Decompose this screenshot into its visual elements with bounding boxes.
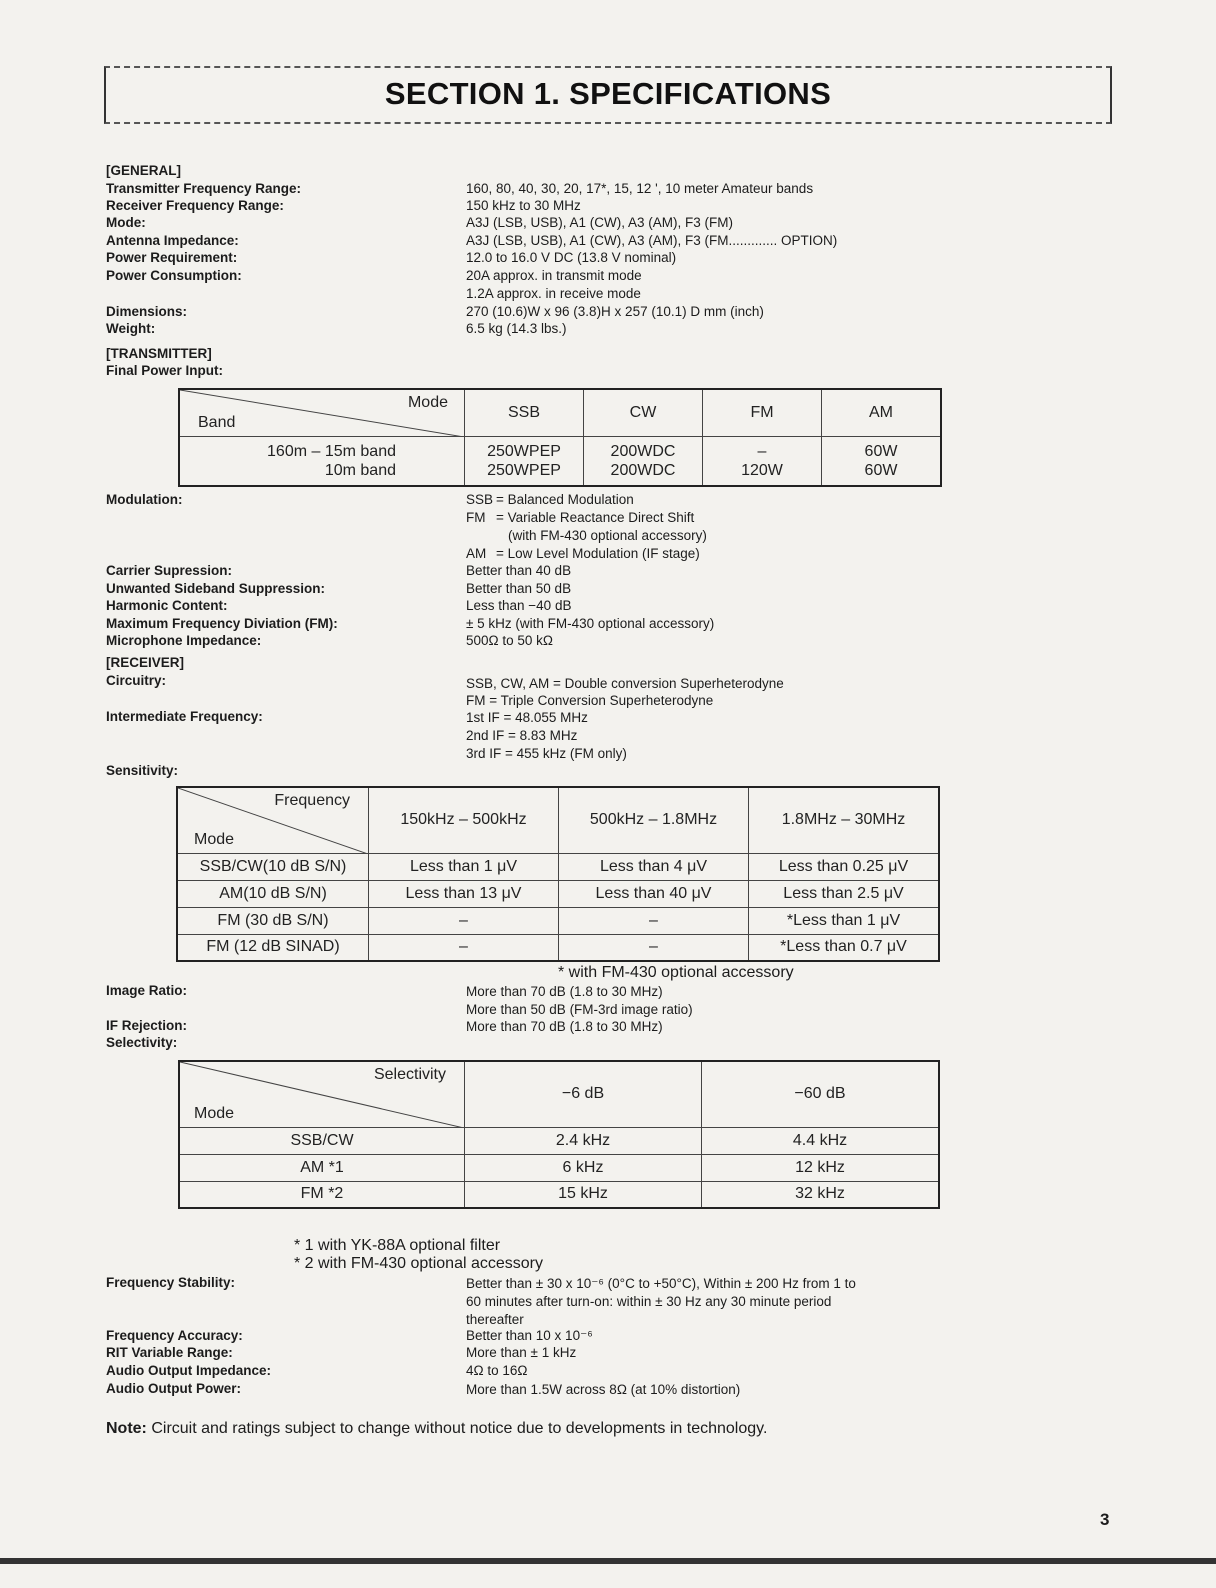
spec-value: 500Ω to 50 kΩ	[466, 633, 553, 648]
modulation-text: = Balanced Modulation	[496, 492, 634, 507]
table-row	[179, 1127, 939, 1154]
spec-value: 60 minutes after turn-on: within ± 30 Hz any 30 minute period	[466, 1294, 832, 1309]
table-cell: 200WDC	[610, 461, 676, 479]
spec-label: Image Ratio:	[106, 983, 188, 998]
table-cell: Less than 0.25 μV	[749, 853, 940, 880]
spec-value: 6.5 kg (14.3 lbs.)	[466, 321, 567, 336]
corner-bottom-label: Mode	[194, 1104, 235, 1122]
spec-label: Antenna Impedance:	[106, 233, 239, 248]
spec-value: 3rd IF = 455 kHz (FM only)	[466, 746, 627, 761]
spec-label: Microphone Impedance:	[106, 633, 262, 648]
table-corner-cell	[179, 1061, 465, 1127]
spec-value: A3J (LSB, USB), A1 (CW), A3 (AM), F3 (FM............. OPTION)	[466, 233, 838, 248]
row-header: FM *2	[179, 1181, 465, 1208]
table-cell: 60W	[864, 461, 898, 479]
table-cell: 4.4 kHz	[702, 1127, 940, 1154]
spec-value: 1st IF = 48.055 MHz	[466, 710, 588, 725]
table-cell: Less than 2.5 μV	[749, 880, 940, 907]
row-header: FM (12 dB SINAD)	[177, 934, 369, 961]
section-title: SECTION 1. SPECIFICATIONS	[384, 76, 832, 111]
modulation-text: = Variable Reactance Direct Shift	[496, 510, 695, 525]
sensitivity-footnote: * with FM-430 optional accessory	[558, 964, 794, 981]
row-header: SSB/CW	[179, 1127, 465, 1154]
column-header: CW	[584, 389, 703, 436]
spec-label: Power Requirement:	[106, 250, 238, 265]
final-power-table	[178, 388, 942, 487]
spec-value: 2nd IF = 8.83 MHz	[466, 728, 578, 743]
table-cell: 32 kHz	[702, 1181, 940, 1208]
modulation-key: FM	[466, 510, 486, 525]
page-number: 3	[1100, 1510, 1110, 1529]
corner-top-label: Selectivity	[373, 1066, 446, 1083]
spec-label: Power Consumption:	[106, 268, 242, 283]
table-cell: Less than 13 μV	[369, 880, 559, 907]
table-corner-cell	[179, 389, 465, 436]
footer-note	[106, 1420, 767, 1438]
spec-value: Better than 50 dB	[466, 581, 572, 596]
table-row	[179, 1181, 939, 1208]
spec-label: Unwanted Sideband Suppression:	[106, 581, 326, 596]
column-header: SSB	[465, 389, 584, 436]
spec-label: Circuitry:	[106, 673, 167, 688]
table-row	[177, 934, 939, 961]
column-header: −60 dB	[702, 1061, 940, 1127]
spec-label: IF Rejection:	[106, 1018, 188, 1033]
spec-label: Frequency Accuracy:	[106, 1328, 243, 1343]
receiver-heading: [RECEIVER]	[106, 655, 185, 670]
modulation-text: = Low Level Modulation (IF stage)	[496, 546, 700, 561]
table-cell: 15 kHz	[465, 1181, 702, 1208]
table-cell: 12 kHz	[702, 1154, 940, 1181]
spec-value: More than 1.5W across 8Ω (at 10% distortion)	[466, 1382, 741, 1397]
table-cell: 2.4 kHz	[465, 1127, 702, 1154]
table-row	[177, 853, 939, 880]
corner-bottom-label: Band	[198, 413, 236, 431]
spec-value: A3J (LSB, USB), A1 (CW), A3 (AM), F3 (FM)	[466, 215, 734, 230]
spec-value: Less than −40 dB	[466, 598, 572, 613]
spec-value: 160, 80, 40, 30, 20, 17*, 15, 12 ', 10 meter Amateur bands	[466, 181, 814, 196]
table-cell: 120W	[741, 461, 783, 479]
selectivity-table	[178, 1060, 940, 1209]
row-header: AM(10 dB S/N)	[177, 880, 369, 907]
spec-label: Sensitivity:	[106, 763, 179, 778]
corner-top-label: Mode	[407, 394, 448, 411]
spec-label: Audio Output Power:	[106, 1381, 241, 1396]
spec-value: 150 kHz to 30 MHz	[466, 198, 581, 213]
spec-value: More than ± 1 kHz	[466, 1345, 577, 1360]
table-cell: 60W	[864, 442, 898, 460]
general-heading: [GENERAL]	[106, 163, 181, 178]
spec-value: SSB, CW, AM = Double conversion Superheterodyne	[466, 676, 784, 691]
corner-bottom-label: Mode	[194, 830, 235, 848]
transmitter-heading: [TRANSMITTER]	[106, 346, 212, 361]
band-label: 10m band	[324, 461, 396, 479]
spec-label: Maximum Frequency Diviation (FM):	[106, 616, 338, 631]
spec-label: Transmitter Frequency Range:	[106, 181, 302, 196]
modulation-key: AM	[466, 546, 487, 561]
table-cell: –	[369, 907, 559, 934]
table-cell: 200WDC	[610, 442, 676, 460]
note-text: Circuit and ratings subject to change without notice due to developments in technology.	[146, 1420, 768, 1437]
spec-value: 270 (10.6)W x 96 (3.8)H x 257 (10.1) D mm (inch)	[466, 304, 764, 319]
spec-value: FM = Triple Conversion Superheterodyne	[466, 693, 714, 708]
section-title-box	[104, 66, 1112, 124]
spec-value: ± 5 kHz (with FM-430 optional accessory)	[466, 616, 715, 631]
spec-label: Modulation:	[106, 492, 183, 507]
column-header: AM	[822, 389, 942, 436]
table-cell: –	[559, 907, 749, 934]
sensitivity-table	[176, 786, 940, 962]
table-cell: Less than 40 μV	[559, 880, 749, 907]
bottom-rule	[0, 1558, 1216, 1564]
band-label: 160m – 15m band	[267, 442, 396, 460]
spec-value: Better than 40 dB	[466, 563, 572, 578]
table-corner-cell	[177, 787, 369, 853]
spec-value: 4Ω to 16Ω	[466, 1363, 528, 1378]
spec-label: Mode:	[106, 215, 146, 230]
table-row	[177, 880, 939, 907]
corner-top-label: Frequency	[274, 792, 350, 809]
table-row	[179, 1154, 939, 1181]
spec-value: 12.0 to 16.0 V DC (13.8 V nominal)	[466, 250, 677, 265]
spec-value: thereafter	[466, 1312, 524, 1327]
spec-value: More than 70 dB (1.8 to 30 MHz)	[466, 1019, 663, 1034]
selectivity-footnote: * 1 with YK-88A optional filter	[294, 1237, 501, 1254]
spec-label: Carrier Supression:	[106, 563, 233, 578]
table-cell: 250WPEP	[487, 442, 561, 460]
table-cell: –	[559, 934, 749, 961]
spec-value: Better than ± 30 x 10⁻⁶ (0°C to +50°C), Within ± 200 Hz from 1 to	[466, 1276, 856, 1291]
row-header: FM (30 dB S/N)	[177, 907, 369, 934]
spec-label: Final Power Input:	[106, 363, 223, 378]
spec-label: Weight:	[106, 321, 156, 336]
spec-label: Dimensions:	[106, 304, 188, 319]
modulation-key: SSB	[466, 492, 494, 507]
table-cell: *Less than 1 μV	[749, 907, 940, 934]
modulation-text: (with FM-430 optional accessory)	[508, 528, 707, 543]
table-row	[179, 436, 941, 486]
note-label: Note:	[106, 1420, 147, 1437]
row-header: SSB/CW(10 dB S/N)	[177, 853, 369, 880]
column-header: 150kHz – 500kHz	[369, 787, 559, 853]
spec-value: Better than 10 x 10⁻⁶	[466, 1328, 593, 1343]
column-header: 500kHz – 1.8MHz	[559, 787, 749, 853]
column-header: 1.8MHz – 30MHz	[749, 787, 940, 853]
spec-label: RIT Variable Range:	[106, 1345, 233, 1360]
spec-label: Frequency Stability:	[106, 1275, 236, 1290]
spec-label: Harmonic Content:	[106, 598, 228, 613]
column-header: −6 dB	[465, 1061, 702, 1127]
spec-value: 20A approx. in transmit mode	[466, 268, 642, 283]
spec-value: More than 50 dB (FM-3rd image ratio)	[466, 1002, 693, 1017]
table-cell: Less than 1 μV	[369, 853, 559, 880]
selectivity-footnote: * 2 with FM-430 optional accessory	[294, 1255, 543, 1272]
table-cell: Less than 4 μV	[559, 853, 749, 880]
spec-label: Audio Output Impedance:	[106, 1363, 271, 1378]
table-cell: –	[757, 442, 767, 460]
spec-label: Receiver Frequency Range:	[106, 198, 284, 213]
spec-label: Selectivity:	[106, 1035, 178, 1050]
table-cell: –	[369, 934, 559, 961]
column-header: FM	[703, 389, 822, 436]
table-row	[177, 907, 939, 934]
spec-label: Intermediate Frequency:	[106, 709, 263, 724]
spec-value: 1.2A approx. in receive mode	[466, 286, 641, 301]
row-header: AM *1	[179, 1154, 465, 1181]
table-cell: 250WPEP	[487, 461, 561, 479]
spec-value: More than 70 dB (1.8 to 30 MHz)	[466, 984, 663, 999]
table-cell: 6 kHz	[465, 1154, 702, 1181]
table-cell: *Less than 0.7 μV	[749, 934, 940, 961]
